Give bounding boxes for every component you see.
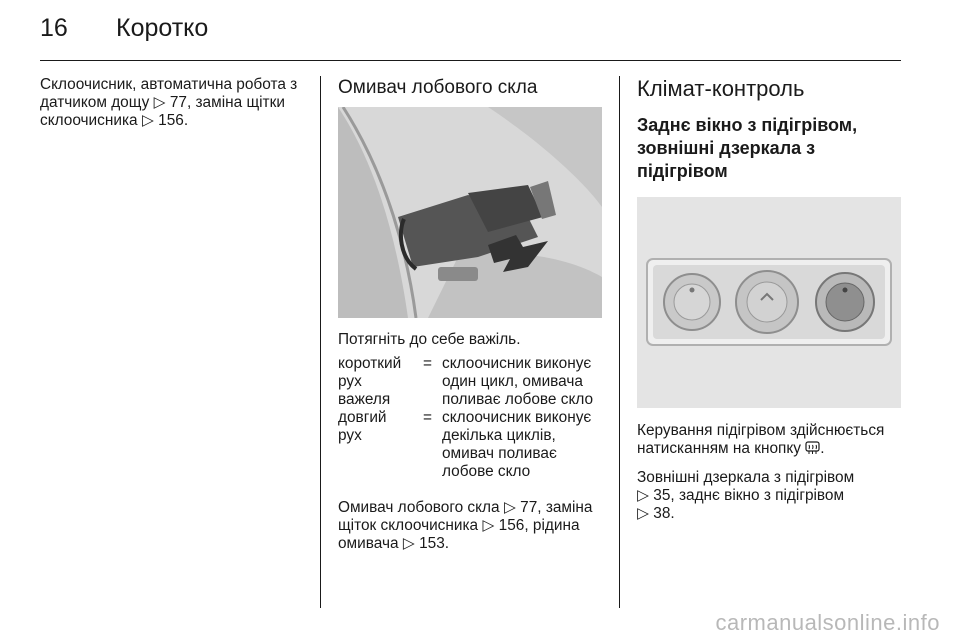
rear-window-heat-icon bbox=[805, 441, 820, 455]
intro-paragraph bbox=[40, 76, 312, 130]
definition-separator: = bbox=[423, 355, 432, 372]
xref-icon: ▷ bbox=[153, 94, 166, 111]
column-1 bbox=[40, 76, 312, 130]
control-paragraph bbox=[637, 422, 902, 458]
text-run: . bbox=[444, 535, 450, 552]
subsection-heading: Заднє вікно з підігрівом, зовнішні дзеркала з підігрівом bbox=[637, 115, 858, 181]
text-run: , рідина омивача bbox=[338, 517, 580, 552]
definition-separator: = bbox=[423, 409, 432, 426]
xref-icon: ▷ bbox=[402, 535, 415, 552]
text-run: Зовнішні дзеркала з підігрівом bbox=[637, 469, 855, 486]
definition-desc: склоочисник виконує один цикл, омивача поливає лобове скло bbox=[442, 355, 594, 408]
section-heading-washer: Омивач лобового скла bbox=[338, 77, 538, 98]
column-divider-1 bbox=[320, 76, 321, 608]
definition-desc: склоочисник виконує декілька циклів, омивач поливає лобове скло bbox=[442, 409, 592, 480]
refs-paragraph bbox=[338, 499, 604, 553]
text-run: , заміна щітки склоочисника bbox=[40, 94, 285, 129]
definition-row bbox=[338, 355, 604, 409]
page-ref-link[interactable]: 156 bbox=[158, 112, 184, 129]
text-run: . bbox=[670, 505, 675, 522]
definition-row bbox=[338, 409, 604, 481]
page-ref-link[interactable]: 77 bbox=[169, 94, 187, 111]
page-title: Коротко bbox=[116, 14, 209, 42]
page-ref-link[interactable]: 35 bbox=[653, 487, 671, 504]
xref-icon: ▷ bbox=[637, 487, 649, 504]
text-run: . bbox=[183, 112, 189, 129]
climate-panel-illustration bbox=[637, 197, 901, 408]
definition-term: довгий рух bbox=[338, 409, 387, 444]
climate-panel-icon bbox=[637, 197, 901, 408]
page-ref-link[interactable]: 77 bbox=[520, 499, 538, 516]
definition-term: короткий рух важеля bbox=[338, 355, 402, 408]
figure-caption: Потягніть до себе важіль. bbox=[338, 331, 521, 348]
page-ref-link[interactable]: 156 bbox=[498, 517, 525, 534]
xref-icon: ▷ bbox=[503, 499, 516, 516]
definition-list bbox=[338, 355, 604, 481]
wiper-stalk-icon bbox=[338, 107, 602, 318]
text-run: Омивач лобового скла bbox=[338, 499, 504, 516]
header-rule bbox=[40, 60, 901, 61]
column-2 bbox=[338, 76, 604, 553]
watermark: carmanualsonline.info bbox=[715, 610, 940, 635]
text-run: Склоочисник, автоматична робота з датчиком дощу bbox=[40, 76, 298, 111]
mirrors-refs-paragraph bbox=[637, 469, 902, 523]
text-run: Керування підігрівом здійснюється натисканням на кнопку bbox=[637, 422, 885, 457]
text-run: . bbox=[820, 440, 825, 457]
wiper-stalk-illustration bbox=[338, 107, 602, 318]
section-heading-climate: Клімат-контроль bbox=[637, 76, 805, 101]
page-number: 16 bbox=[40, 14, 68, 42]
text-run: , заднє вікно з підігрівом bbox=[670, 487, 845, 504]
page-ref-link[interactable]: 38 bbox=[653, 505, 671, 522]
xref-icon: ▷ bbox=[141, 112, 154, 129]
text-run: , заміна щіток склоочисника bbox=[338, 499, 593, 534]
column-divider-2 bbox=[619, 76, 620, 608]
column-3 bbox=[637, 76, 902, 523]
xref-icon: ▷ bbox=[482, 517, 495, 534]
page-ref-link[interactable]: 153 bbox=[419, 535, 445, 552]
xref-icon: ▷ bbox=[637, 505, 649, 522]
